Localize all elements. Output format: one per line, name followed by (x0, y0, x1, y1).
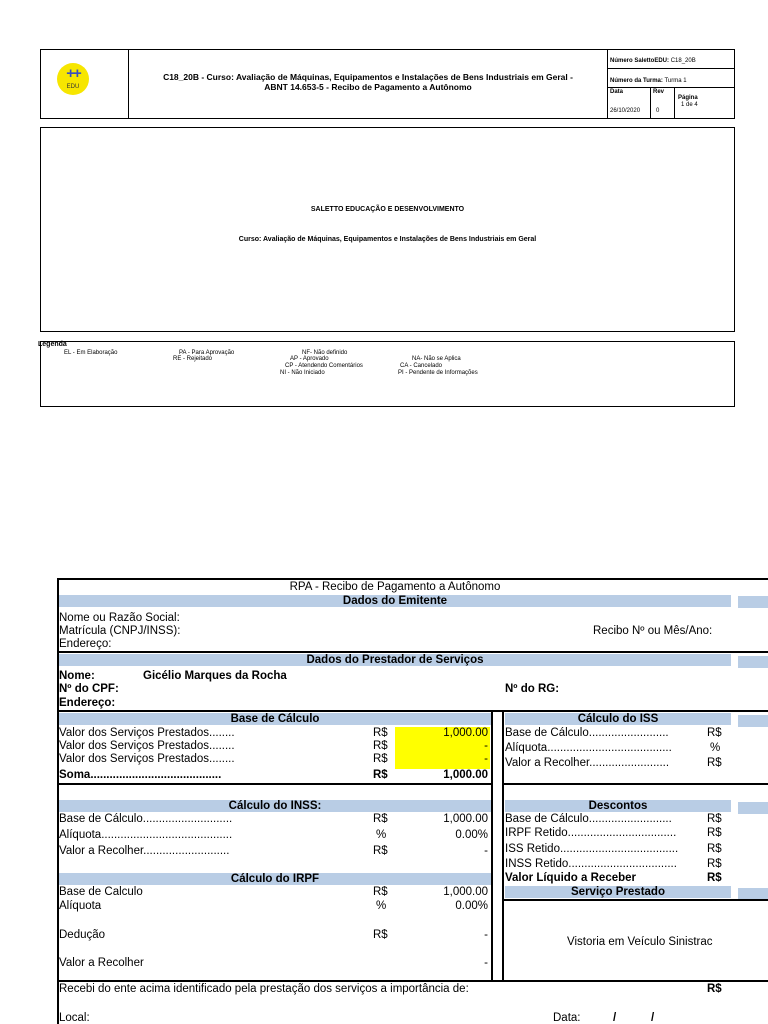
rs-soma: R$ (373, 769, 388, 781)
inss-aliquota-value: 0.00% (455, 829, 488, 841)
legend-box (40, 341, 735, 407)
iss-base-rs: R$ (707, 727, 722, 739)
irpf-base-value: 1,000.00 (443, 886, 488, 898)
inss-header: Cálculo do INSS: (59, 800, 491, 812)
legend-ca: CA - Cancelado (400, 363, 443, 369)
descontos-header: Descontos (505, 800, 731, 812)
rev-label: Rev (653, 89, 665, 95)
prestador-header-ext (738, 656, 768, 668)
cpf-label: Nº do CPF: (59, 683, 119, 695)
iss-base-label: Base de Cálculo......................... (505, 727, 669, 739)
iss-recolher-rs: R$ (707, 757, 722, 769)
prestador-endereco-label: Endereço: (59, 697, 116, 709)
prestador-header: Dados do Prestador de Serviços (59, 654, 731, 666)
servico-top-line (502, 899, 768, 901)
inss-recolher-value: - (484, 845, 488, 857)
inss-retido-rs: R$ (707, 858, 722, 870)
data-value: 26/10/2020 (610, 108, 641, 114)
iss-retido-label: ISS Retido..................................... (505, 843, 679, 855)
rs-3: R$ (373, 753, 388, 765)
date-slash-1: / (613, 1012, 617, 1024)
base-calc-bottom-line (57, 783, 493, 785)
date-slash-2: / (651, 1012, 655, 1024)
prestador-nome-value: Gicélio Marques da Rocha (143, 670, 287, 682)
deducao-label: Dedução (59, 929, 106, 941)
inss-base-rs: R$ (373, 813, 388, 825)
irpf-retido-rs: R$ (707, 827, 722, 839)
emitente-bottom-line (57, 651, 768, 653)
legend-ni: NI - Não Iniciado (280, 370, 325, 376)
iss-bottom-line (502, 783, 768, 785)
numero-turma: Número da Turma: Turma 1 (610, 78, 687, 84)
deducao-value: - (484, 929, 488, 941)
irpf-aliquota-pct: % (376, 900, 387, 912)
iss-recolher-label: Valor a Recolher......................... (505, 757, 670, 769)
logo-text: EDU (66, 84, 80, 90)
prestador-nome-label: Nome: (59, 670, 95, 682)
legend-cp: CP - Atendendo Comentários (285, 363, 363, 369)
irpf-aliquota-label: Alíquota (59, 900, 102, 912)
pagina-label: Página (678, 95, 698, 101)
header-divider-info (607, 49, 608, 119)
valor-liquido-label: Valor Líquido a Receber (505, 872, 637, 884)
info-col-line1 (650, 87, 651, 119)
endereco-emitente-label: Endereço: (59, 638, 112, 650)
legend-pa: PA - Para Aprovação (179, 350, 235, 356)
company-name: SALETTO EDUCAÇÃO E DESENVOLVIMENTO (310, 206, 465, 213)
emitente-header-ext (738, 596, 768, 608)
document-body (40, 127, 735, 332)
iss-retido-rs: R$ (707, 843, 722, 855)
recebi-rs: R$ (707, 983, 722, 995)
emitente-header: Dados do Emitente (59, 595, 731, 607)
iss-aliquota-pct: % (710, 742, 721, 754)
desc-base-label: Base de Cálculo.......................... (505, 813, 672, 825)
legend-el: EL - Em Elaboração (64, 350, 118, 356)
info-row-line1 (607, 68, 735, 69)
data-label: Data (610, 89, 624, 95)
inss-retido-label: INSS Retido.................................. (505, 858, 677, 870)
local-label: Local: (59, 1012, 90, 1024)
inss-aliquota-pct: % (376, 829, 387, 841)
soma-label: Soma......................................... (59, 769, 222, 781)
legend-title: Legenda (38, 341, 67, 348)
irpf-header: Cálculo do IRPF (59, 873, 491, 885)
irpf-aliquota-value: 0.00% (455, 900, 488, 912)
legend-ap: AP - Aprovado (290, 356, 329, 362)
descontos-header-ext (738, 802, 768, 814)
valor-servicos-1-label: Valor dos Serviços Prestados........ (59, 727, 235, 739)
legend-nf: NF- Não definido (302, 350, 348, 356)
info-row-line2 (607, 87, 735, 88)
irpf-base-rs: R$ (373, 886, 388, 898)
left-col-right-border (491, 712, 493, 982)
header-divider-logo (128, 49, 129, 119)
plus-plus-icon: ++ (66, 65, 80, 82)
iss-header-ext (738, 715, 768, 727)
deducao-rs: R$ (373, 929, 388, 941)
irpf-base-label: Base de Calculo (59, 886, 143, 898)
servico-header: Serviço Prestado (505, 886, 731, 898)
right-col-left-border (502, 712, 504, 982)
rpa-title: RPA - Recibo de Pagamento a Autônomo (289, 581, 501, 593)
inss-base-value: 1,000.00 (443, 813, 488, 825)
matricula-label: Matrícula (CNPJ/INSS): (59, 625, 181, 637)
servico-value: Vistoria em Veículo Sinistrac (567, 936, 713, 948)
recibo-no-label: Recibo Nº ou Mês/Ano: (593, 625, 713, 637)
rs-1: R$ (373, 727, 388, 739)
desc-base-rs: R$ (707, 813, 722, 825)
numero-saletto: Número SalettoEDU: C18_20B (610, 58, 696, 64)
rev-value: 0 (656, 108, 660, 114)
irpf-recolher-value: - (484, 957, 488, 969)
pagina-value: 1 de 4 (681, 102, 698, 108)
base-calculo-header: Base de Cálculo (59, 713, 491, 725)
legend-pi: PI - Pendente de Informações (398, 370, 478, 376)
valor-servicos-2-label: Valor dos Serviços Prestados........ (59, 740, 235, 752)
nome-razao-label: Nome ou Razão Social: (59, 612, 180, 624)
data-footer-label: Data: (553, 1012, 581, 1024)
calc-bottom-line (57, 980, 768, 982)
valor-servicos-2-value[interactable]: - (484, 740, 488, 752)
legend-na: NA- Não se Aplica (412, 356, 461, 362)
recebi-text: Recebi do ente acima identificado pela prestação dos serviços a importância de: (59, 983, 469, 995)
valor-servicos-3-value[interactable]: - (484, 753, 488, 765)
prestador-bottom-line (57, 710, 768, 712)
valor-liquido-rs: R$ (707, 872, 722, 884)
irpf-retido-label: IRPF Retido.................................. (505, 827, 677, 839)
rpa-top-border (57, 578, 768, 580)
document-title: C18_20B - Curso: Avaliação de Máquinas, Equipamentos e Instalações de Bens Industriais em Geral - ABNT 14.653-5 - Recibo de Pagamento a Autônomo (163, 72, 573, 92)
inss-recolher-label: Valor a Recolher........................... (59, 845, 230, 857)
valor-servicos-3-label: Valor dos Serviços Prestados........ (59, 753, 235, 765)
rg-label: Nº do RG: (505, 683, 560, 695)
iss-header: Cálculo do ISS (505, 713, 731, 725)
rs-2: R$ (373, 740, 388, 752)
iss-aliquota-label: Alíquota....................................... (505, 742, 672, 754)
soma-value: 1,000.00 (443, 769, 488, 781)
info-col-line2 (674, 87, 675, 119)
irpf-recolher-label: Valor a Recolher (59, 957, 144, 969)
inss-aliquota-label: Alíquota......................................... (59, 829, 233, 841)
course-name: Curso: Avaliação de Máquinas, Equipamentos e Instalações de Bens Industriais em Geral (238, 236, 537, 243)
saletto-edu-logo (57, 63, 89, 95)
legend-re: RE - Rejeitado (173, 356, 213, 362)
inss-base-label: Base de Cálculo............................ (59, 813, 233, 825)
inss-recolher-rs: R$ (373, 845, 388, 857)
valor-servicos-1-value[interactable]: 1,000.00 (443, 727, 488, 739)
